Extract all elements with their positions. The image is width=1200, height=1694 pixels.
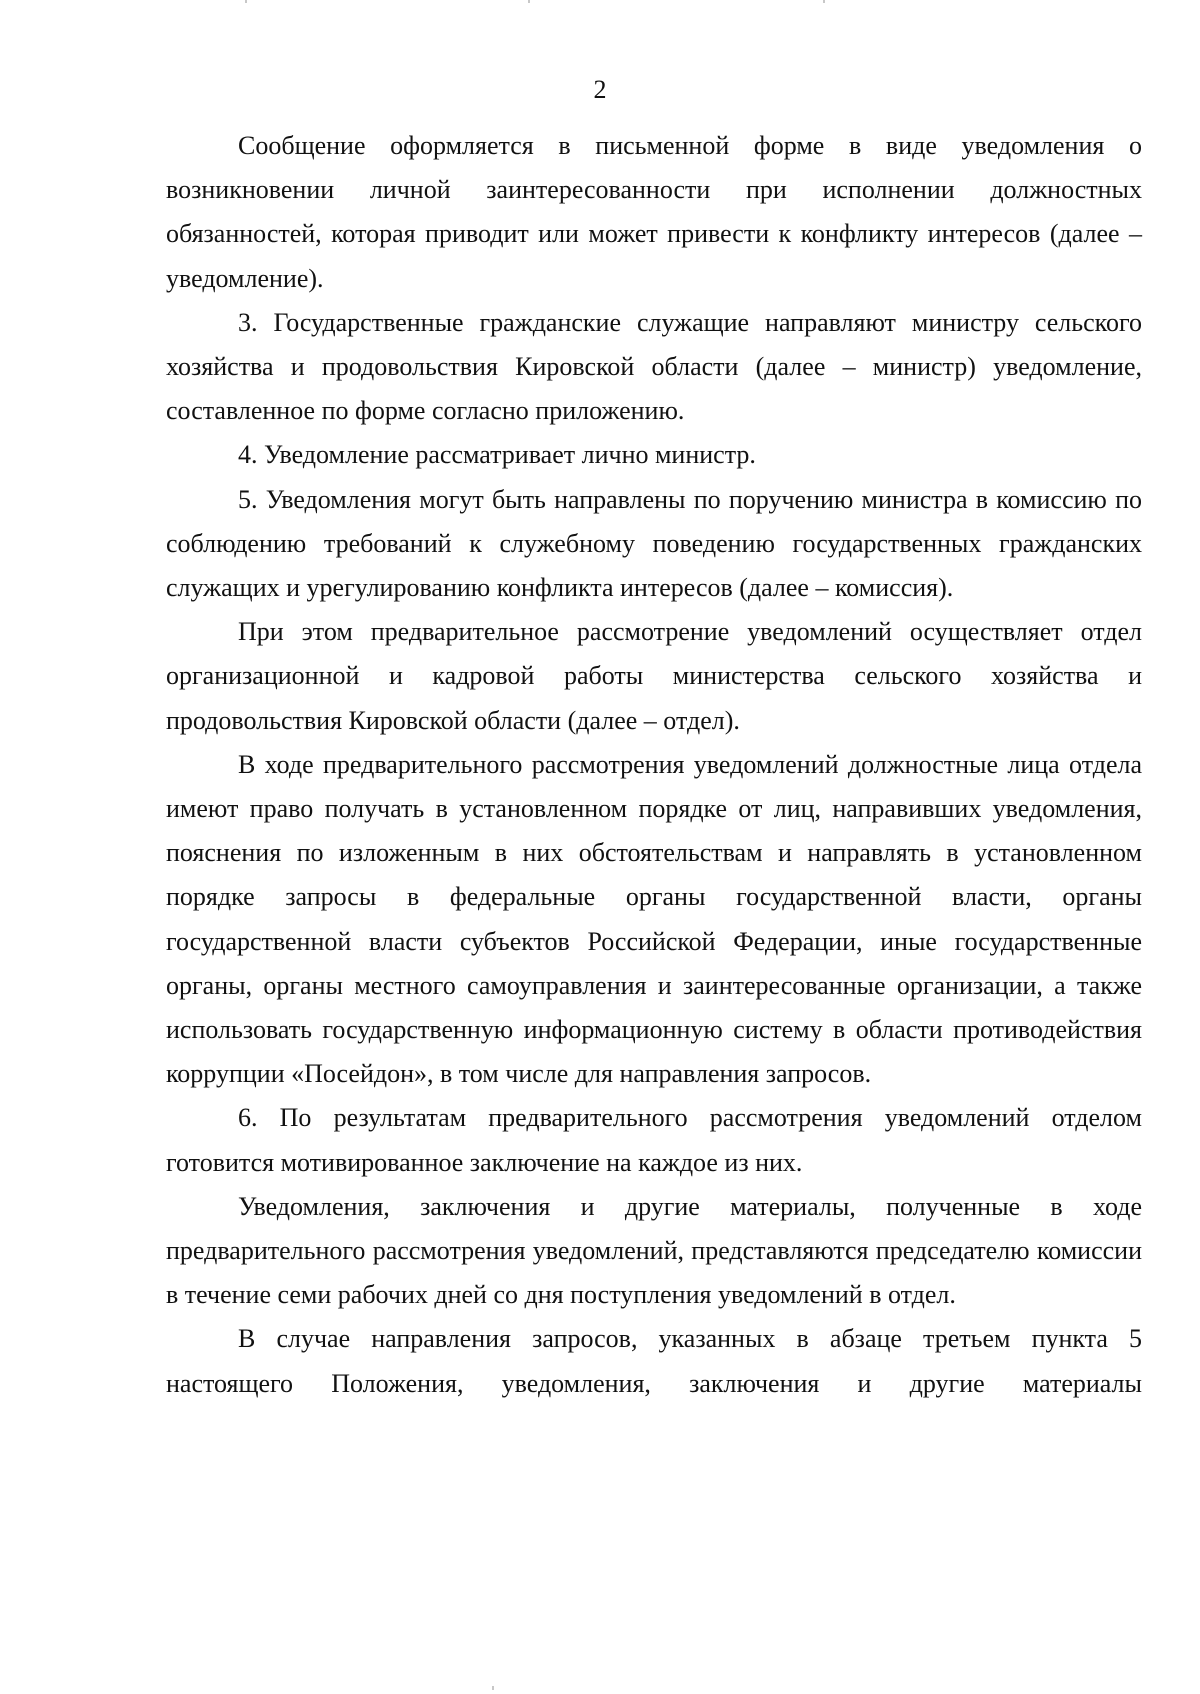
document-body [166, 124, 1142, 1406]
paragraph: 6. По результатам предварительного рассмотрения уведомлений отделом готовится мотивированное заключение на каждое из них. [166, 1103, 1142, 1177]
paragraph: 4. Уведомление рассматривает лично министр. [238, 440, 756, 470]
paragraph: В случае направления запросов, указанных в абзаце третьем пункта 5 настоящего Положения, уведомления, заключения и другие материалы [166, 1324, 1142, 1398]
scan-mark [528, 0, 530, 3]
scan-mark [823, 0, 825, 3]
paragraph: При этом предварительное рассмотрение уведомлений осуществляет отдел организационной и кадровой работы министерства сельского хозяйства и продовольствия Кировской области (далее – отдел). [166, 617, 1142, 735]
paragraph: 3. Государственные гражданские служащие направляют министру сельского хозяйства и продовольствия Кировской области (далее – министр) уведомление, составленное по форме согласно приложению. [166, 307, 1142, 426]
paragraph: Уведомления, заключения и другие материалы, полученные в ходе предварительного рассмотрения уведомлений, представляются председателю комиссии в течение семи рабочих дней со дня поступления уведомлений в отдел. [166, 1191, 1142, 1310]
paragraph: 5. Уведомления могут быть направлены по поручению министра в комиссию по соблюдению требований к служебному поведению государственных гражданских служащих и урегулированию конфликта интересов (далее – комиссия). [166, 484, 1142, 603]
page-number: 2 [593, 75, 607, 104]
scan-mark [492, 1686, 494, 1690]
scan-mark [245, 0, 247, 3]
paragraph: Сообщение оформляется в письменной форме в виде уведомления о возникновении личной заинтересованности при исполнении должностных обязанностей, которая приводит или может привести к конфликту интересов (далее – уведомление). [166, 131, 1142, 293]
paragraph: В ходе предварительного рассмотрения уведомлений должностные лица отдела имеют право получать в установленном порядке от лиц, направивших уведомления, пояснения по изложенным в них обстоятельствам и направлять в установленном порядке запросы в федеральные органы государственной власти, органы государственной власти субъектов Российской Федерации, иные государственные органы, органы местного самоуправления и заинтересованные организации, а также использовать государственную информационную систему в области противодействия коррупции «Посейдон», в том числе для направления запросов. [166, 749, 1142, 1089]
